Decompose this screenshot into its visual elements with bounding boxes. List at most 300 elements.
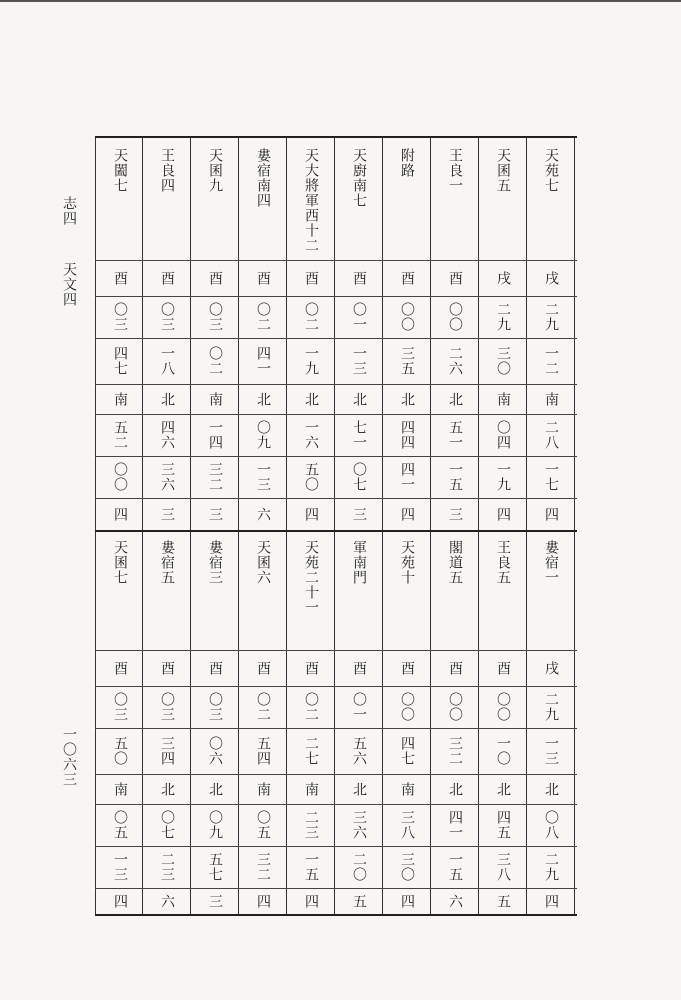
table-cell [239,338,287,384]
cell-value: 〇三 [207,692,223,722]
cell-value: 酉 [255,270,271,286]
star-name-cell [431,530,479,650]
table-cell [143,456,191,498]
cell-value: 〇八 [543,810,559,840]
cell-value: 一〇 [495,736,511,766]
table-cell [335,846,383,888]
row-divider [95,650,577,651]
cell-value: 一九 [303,346,319,376]
table-cell [191,414,239,456]
table-cell [431,686,479,728]
table-cell [96,650,144,686]
table-cell [383,296,431,338]
table-cell [383,846,431,888]
cell-value: 酉 [112,270,128,286]
table-cell [143,260,191,296]
cell-value: 三二 [447,736,463,766]
table-cell [335,414,383,456]
cell-value: 二九 [543,692,559,722]
star-name-cell [527,530,575,650]
star-name-cell [383,530,431,650]
table-cell [287,888,335,914]
cell-value: 一三 [351,346,367,376]
table-cell [383,728,431,774]
star-name: 王良四 [159,148,175,193]
cell-value: 南 [207,391,223,407]
star-name-cell [143,138,191,260]
cell-value: 一九 [495,462,511,492]
table-cell [527,650,575,686]
table-cell [527,384,575,414]
star-name: 婁宿一 [543,540,559,585]
table-cell [143,846,191,888]
cell-value: 〇〇 [447,302,463,332]
table-cell [527,728,575,774]
cell-value: 一三 [255,462,271,492]
table-cell [96,846,144,888]
table-cell [335,296,383,338]
star-name: 天廚南七 [351,148,367,208]
table-cell [287,686,335,728]
cell-value: 一三 [543,736,559,766]
table-cell [383,384,431,414]
star-name: 閣道五 [447,540,463,585]
cell-value: 四 [303,506,319,522]
cell-value: 三八 [399,810,415,840]
table-cell [191,338,239,384]
section-label: 天文四 [61,262,77,307]
table-cell [527,456,575,498]
table-cell [287,338,335,384]
table-cell [479,260,527,296]
cell-value: 四一 [399,462,415,492]
table-cell [479,498,527,530]
table-cell [479,774,527,804]
cell-value: 一五 [303,852,319,882]
cell-value: 三 [207,893,223,909]
table-cell [143,296,191,338]
table-cell [287,260,335,296]
row-divider [95,456,577,457]
table-cell [96,260,144,296]
cell-value: 〇一 [351,692,367,722]
table-cell [431,888,479,914]
chapter-label: 志四 [61,196,77,226]
cell-value: 北 [207,781,223,797]
cell-value: 酉 [255,660,271,676]
cell-value: 一五 [447,462,463,492]
table-cell [527,888,575,914]
table-cell [239,728,287,774]
table-cell [383,338,431,384]
table-cell [431,414,479,456]
table-cell [335,498,383,530]
cell-value: 一六 [303,420,319,450]
table-cell [143,650,191,686]
cell-value: 四 [303,893,319,909]
cell-value: 四一 [447,810,463,840]
table-cell [96,384,144,414]
table-cell [335,338,383,384]
cell-value: 四 [255,893,271,909]
row-divider [95,686,577,687]
cell-value: 〇四 [495,420,511,450]
cell-value: 北 [255,391,271,407]
cell-value: 二三 [303,810,319,840]
cell-value: 南 [399,781,415,797]
cell-value: 二九 [543,852,559,882]
cell-value: 〇二 [207,346,223,376]
cell-value: 三〇 [495,346,511,376]
table-cell [287,456,335,498]
table-cell [431,846,479,888]
star-name: 婁宿五 [159,540,175,585]
table-cell [527,804,575,846]
table-cell [479,296,527,338]
table-cell [335,728,383,774]
star-name-cell [335,530,383,650]
table-cell [143,774,191,804]
table-cell [287,498,335,530]
star-name: 婁宿南四 [255,148,271,208]
table-cell [143,686,191,728]
row-divider [95,296,577,297]
table-cell [431,804,479,846]
table-column [143,138,191,914]
cell-value: 三二 [255,852,271,882]
row-divider [95,804,577,805]
table-cell [431,498,479,530]
table-cell [191,456,239,498]
cell-value: 一三 [112,852,128,882]
cell-value: 四一 [255,346,271,376]
table-cell [431,456,479,498]
cell-value: 五 [495,893,511,909]
star-name: 王良一 [447,148,463,193]
table-cell [527,774,575,804]
table-cell [431,338,479,384]
table-cell [191,888,239,914]
table-column [191,138,239,914]
cell-value: 三 [159,506,175,522]
cell-value: 〇〇 [495,692,511,722]
cell-value: 酉 [159,270,175,286]
table-cell [287,414,335,456]
star-name: 婁宿三 [207,540,223,585]
star-name-cell [479,530,527,650]
table-cell [335,774,383,804]
cell-value: 〇三 [159,692,175,722]
cell-value: 酉 [159,660,175,676]
table-cell [239,456,287,498]
star-name-cell [143,530,191,650]
cell-value: 五七 [207,852,223,882]
row-divider [95,260,577,261]
cell-value: 〇二 [303,692,319,722]
cell-value: 〇一 [351,302,367,332]
star-name-cell [335,138,383,260]
star-name-cell [287,138,335,260]
row-divider [95,846,577,847]
table-cell [239,686,287,728]
table-cell [383,456,431,498]
table-cell [479,384,527,414]
cell-value: 三六 [159,462,175,492]
cell-value: 五六 [351,736,367,766]
table-cell [143,498,191,530]
table-cell [479,728,527,774]
table-cell [431,774,479,804]
row-divider [95,338,577,339]
cell-value: 南 [112,781,128,797]
cell-value: 酉 [303,660,319,676]
cell-value: 北 [447,391,463,407]
cell-value: 〇二 [303,302,319,332]
cell-value: 四五 [495,810,511,840]
table-cell [431,728,479,774]
table-cell [527,338,575,384]
cell-value: 〇三 [112,302,128,332]
cell-value: 六 [447,893,463,909]
star-name: 天大將軍西十二 [303,148,319,253]
table-cell [383,804,431,846]
cell-value: 南 [495,391,511,407]
table-cell [479,456,527,498]
star-name: 軍南門 [351,540,367,585]
table-column [287,138,335,914]
top-rule [0,0,681,2]
cell-value: 北 [351,781,367,797]
cell-value: 戌 [543,660,559,676]
cell-value: 四 [112,506,128,522]
star-name-cell [239,138,287,260]
table-cell [143,888,191,914]
table-cell [335,456,383,498]
star-name: 天苑十 [399,540,415,585]
cell-value: 酉 [207,660,223,676]
cell-value: 酉 [447,270,463,286]
cell-value: 四七 [112,346,128,376]
cell-value: 三六 [351,810,367,840]
table-cell [335,384,383,414]
star-name-cell [527,138,575,260]
table-cell [335,686,383,728]
cell-value: 〇〇 [399,692,415,722]
cell-value: 四 [112,893,128,909]
cell-value: 〇三 [112,692,128,722]
cell-value: 三 [207,506,223,522]
star-name-cell [239,530,287,650]
cell-value: 一五 [447,852,463,882]
cell-value: 二九 [543,302,559,332]
cell-value: 五 [351,893,367,909]
cell-value: 南 [543,391,559,407]
star-name-cell [191,138,239,260]
cell-value: 二八 [543,420,559,450]
cell-value: 四六 [159,420,175,450]
table-column [95,138,143,914]
cell-value: 酉 [303,270,319,286]
cell-value: 五二 [112,420,128,450]
table-column [479,138,527,914]
star-catalog-table [95,136,577,916]
cell-value: 四 [399,893,415,909]
cell-value: 〇五 [255,810,271,840]
table-cell [239,650,287,686]
star-name: 天闔七 [112,148,128,193]
cell-value: 戌 [495,270,511,286]
table-cell [335,260,383,296]
table-cell [239,498,287,530]
cell-value: 酉 [495,660,511,676]
cell-value: 北 [159,391,175,407]
cell-value: 北 [447,781,463,797]
table-cell [335,804,383,846]
table-cell [335,888,383,914]
table-cell [287,846,335,888]
cell-value: 二〇 [351,852,367,882]
star-name: 天囷九 [207,148,223,193]
cell-value: 三二 [207,462,223,492]
star-name-cell [191,530,239,650]
cell-value: 〇二 [255,302,271,332]
cell-value: 四四 [399,420,415,450]
table-cell [527,414,575,456]
row-divider [95,414,577,415]
table-cell [527,498,575,530]
table-column [383,138,431,914]
table-cell [96,804,144,846]
table-cell [383,650,431,686]
table-cell [143,728,191,774]
row-divider [95,530,577,532]
cell-value: 一四 [207,420,223,450]
table-cell [96,888,144,914]
star-name: 天囷七 [112,540,128,585]
cell-value: 南 [112,391,128,407]
table-cell [383,774,431,804]
star-name-cell [383,138,431,260]
table-cell [479,888,527,914]
table-cell [143,384,191,414]
cell-value: 酉 [351,270,367,286]
cell-value: 四七 [399,736,415,766]
table-cell [96,296,144,338]
cell-value: 南 [303,781,319,797]
table-cell [287,296,335,338]
table-cell [191,498,239,530]
table-cell [191,804,239,846]
table-cell [143,338,191,384]
table-cell [191,846,239,888]
star-name: 王良五 [495,540,511,585]
page-number: 一〇六三 [61,727,77,787]
cell-value: 〇五 [112,810,128,840]
cell-value: 北 [495,781,511,797]
table-cell [239,804,287,846]
cell-value: 〇〇 [447,692,463,722]
table-cell [287,384,335,414]
cell-value: 三 [447,506,463,522]
cell-value: 北 [543,781,559,797]
table-cell [191,650,239,686]
star-name-cell [479,138,527,260]
cell-value: 酉 [399,270,415,286]
table-cell [431,260,479,296]
table-cell [479,414,527,456]
row-divider [95,774,577,775]
table-cell [287,650,335,686]
table-cell [527,260,575,296]
row-divider [95,728,577,729]
cell-value: 酉 [399,660,415,676]
table-cell [383,260,431,296]
table-cell [96,686,144,728]
cell-value: 〇三 [159,302,175,332]
table-cell [239,296,287,338]
table-column [431,138,479,914]
table-cell [191,260,239,296]
table-cell [383,498,431,530]
cell-value: 二九 [495,302,511,332]
cell-value: 三 [351,506,367,522]
cell-value: 一七 [543,462,559,492]
cell-value: 〇七 [351,462,367,492]
table-cell [479,686,527,728]
cell-value: 北 [159,781,175,797]
cell-value: 北 [399,391,415,407]
cell-value: 〇〇 [399,302,415,332]
cell-value: 〇九 [207,810,223,840]
cell-value: 四 [495,506,511,522]
table-cell [383,888,431,914]
table-cell [287,804,335,846]
table-cell [383,414,431,456]
star-name: 天苑七 [543,148,559,193]
table-cell [96,774,144,804]
cell-value: 戌 [543,270,559,286]
star-name-cell [96,138,144,260]
cell-value: 四 [543,893,559,909]
table-cell [383,686,431,728]
cell-value: 酉 [207,270,223,286]
cell-value: 四 [399,506,415,522]
cell-value: 三〇 [399,852,415,882]
table-cell [191,296,239,338]
cell-value: 酉 [112,660,128,676]
row-divider [95,888,577,889]
table-cell [191,728,239,774]
cell-value: 〇六 [207,736,223,766]
table-cell [96,728,144,774]
cell-value: 三四 [159,736,175,766]
cell-value: 一二 [543,346,559,376]
cell-value: 二七 [303,736,319,766]
cell-value: 六 [159,893,175,909]
cell-value: 〇〇 [112,462,128,492]
cell-value: 酉 [447,660,463,676]
table-cell [239,846,287,888]
star-name: 附路 [399,148,415,178]
table-cell [239,888,287,914]
table-cell [479,338,527,384]
row-divider [95,384,577,385]
table-cell [191,686,239,728]
star-name-cell [96,530,144,650]
table-cell [96,498,144,530]
table-cell [96,414,144,456]
cell-value: 酉 [351,660,367,676]
